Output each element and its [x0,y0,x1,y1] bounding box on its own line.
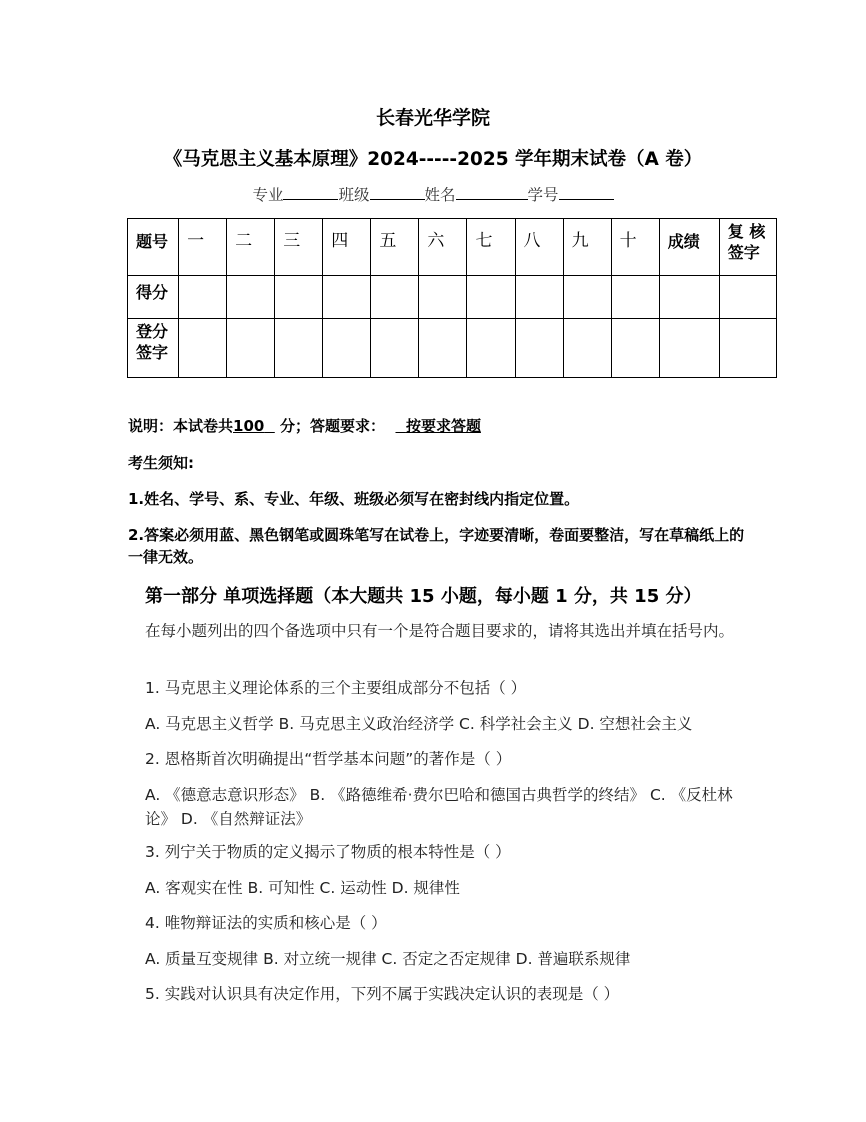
score-cell[interactable] [611,276,659,319]
signature-cell[interactable] [275,319,323,378]
score-cell[interactable] [371,276,419,319]
header-cell: 六 [419,219,467,276]
signature-cell[interactable] [371,319,419,378]
score-cell[interactable] [275,276,323,319]
requirement-label: 分；答题要求： [280,417,386,435]
question-4: 4. 唯物辩证法的实质和核心是（ ） [145,914,387,932]
total-score [233,417,275,435]
description-label: 说明：本试卷共 [128,417,234,435]
header-cell: 二 [227,219,275,276]
header-cell: 复 核 签字 [719,219,776,276]
field-label-class: 班级 [338,186,370,204]
table-row-score [128,276,777,319]
question-1-options: A. 马克思主义哲学 B. 马克思主义政治经济学 C. 科学社会主义 D. 空想社会主义 [145,715,693,733]
field-label-student-id: 学号 [527,186,559,204]
section-title: 第一部分 单项选择题（本大题共 15 小题，每小题 1 分，共 15 分） [145,586,702,607]
field-label-major: 专业 [252,186,284,204]
question-1: 1. 马克思主义理论体系的三个主要组成部分不包括（ ） [145,679,527,697]
student-info-line [0,183,866,205]
score-cell[interactable] [659,276,719,319]
exam-title: 《马克思主义基本原理》2024-----2025 学年期末试卷（A 卷） [163,149,703,170]
signature-cell[interactable] [227,319,275,378]
question-2-options: A. 《德意志意识形态》 B. 《路德维希·费尔巴哈和德国古典哲学的终结》 C. 《反杜林论》 D. 《自然辩证法》 [145,786,733,828]
student-id-blank[interactable] [559,183,614,200]
notice-item-2: 2.答案必须用蓝、黑色钢笔或圆珠笔写在试卷上，字迹要清晰，卷面要整洁，写在草稿纸上的一律无效。 [128,526,745,566]
major-blank[interactable] [283,183,338,200]
question-3: 3. 列宁关于物质的定义揭示了物质的根本特性是（ ） [145,843,511,861]
header-cell: 成绩 [659,219,719,276]
question-5: 5. 实践对认识具有决定作用，下列不属于实践决定认识的表现是（ ） [145,985,620,1003]
name-blank[interactable] [456,183,528,200]
row-label: 登分 签字 [128,319,179,378]
requirement-value [395,417,480,435]
school-name: 长春光华学院 [375,107,490,129]
signature-cell[interactable] [611,319,659,378]
exam-description [128,415,481,436]
score-cell[interactable] [515,276,563,319]
header-cell: 八 [515,219,563,276]
question-4-options: A. 质量互变规律 B. 对立统一规律 C. 否定之否定规律 D. 普遍联系规律 [145,950,631,968]
question-2: 2. 恩格斯首次明确提出“哲学基本问题”的著作是（ ） [145,750,512,768]
score-cell[interactable] [419,276,467,319]
header-cell: 五 [371,219,419,276]
header-cell: 题号 [128,219,179,276]
signature-cell[interactable] [719,319,776,378]
score-cell[interactable] [563,276,611,319]
signature-cell[interactable] [179,319,227,378]
signature-cell[interactable] [467,319,515,378]
notice-item-1: 1.姓名、学号、系、专业、年级、班级必须写在密封线内指定位置。 [128,490,580,508]
header-cell: 九 [563,219,611,276]
table-row-signature [128,319,777,378]
section-intro: 在每小题列出的四个备选项中只有一个是符合题目要求的，请将其选出并填在括号内。 [145,622,735,640]
header-cell: 三 [275,219,323,276]
total-score-value: 100 [233,417,265,435]
requirement-text: 按要求答题 [405,417,481,435]
row-label: 得分 [128,276,179,319]
header-cell: 四 [323,219,371,276]
signature-cell[interactable] [659,319,719,378]
header-cell: 十 [611,219,659,276]
signature-cell[interactable] [323,319,371,378]
score-cell[interactable] [323,276,371,319]
signature-cell[interactable] [419,319,467,378]
table-row-question-numbers [128,219,777,276]
score-table [127,218,777,378]
score-cell[interactable] [467,276,515,319]
notice-title: 考生须知: [128,454,194,472]
score-cell[interactable] [719,276,776,319]
score-cell[interactable] [179,276,227,319]
class-blank[interactable] [370,183,425,200]
signature-cell[interactable] [515,319,563,378]
question-3-options: A. 客观实在性 B. 可知性 C. 运动性 D. 规律性 [145,879,460,897]
score-cell[interactable] [227,276,275,319]
signature-cell[interactable] [563,319,611,378]
header-cell: 七 [467,219,515,276]
header-cell: 一 [179,219,227,276]
field-label-name: 姓名 [424,186,456,204]
